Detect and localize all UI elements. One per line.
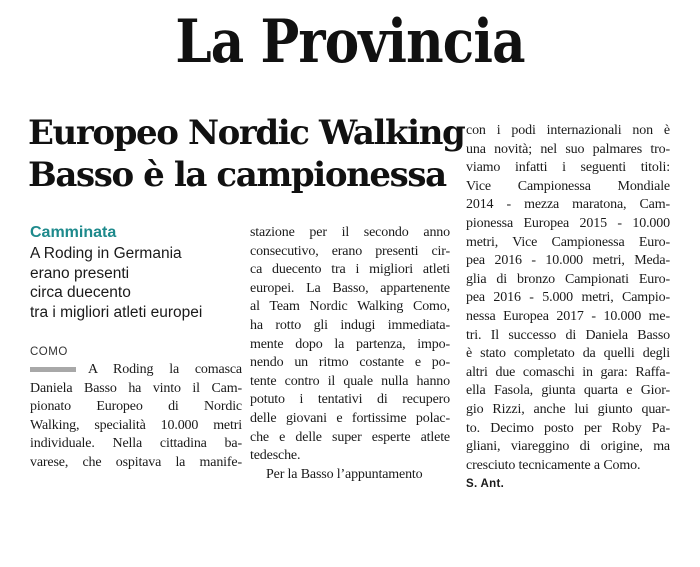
text-line: tente contro il quale nulla hanno — [250, 373, 450, 389]
summary-line: tra i migliori atleti europei — [30, 303, 203, 321]
text-line: Per la Basso l’appuntamento — [266, 466, 423, 482]
text-line: pionato Europeo di Nordic — [30, 399, 242, 415]
article-column-1 — [30, 361, 242, 473]
text-line: glia di bronzo Campionati Euro- — [466, 271, 670, 287]
text-line: 2014 - mezza maratona, Cam- — [466, 197, 670, 213]
text-line: pea 2016 - 5.000 metri, Campio- — [466, 290, 670, 306]
text-line: una novità; nel suo palmares tro- — [466, 141, 670, 157]
text-line: è stato completato da quelli degli — [466, 346, 670, 362]
text-line: tri. Il successo di Daniela Basso — [466, 327, 670, 343]
masthead: La Provincia — [175, 7, 525, 77]
text-line: varese, che ospitava la manife- — [30, 454, 242, 470]
text-line: nendo un ritmo costante e po- — [250, 355, 450, 371]
text-line: con i podi internazionali non è — [466, 123, 670, 138]
text-line: cresciuto tecnicamente a Como. — [466, 457, 641, 473]
text-line: Daniela Basso ha vinto il Cam- — [30, 380, 242, 396]
text-line: to. Decimo posto per Roby Pa- — [466, 420, 670, 436]
text-line: consecutivo, erano presenti cir- — [250, 243, 450, 259]
text-line: gliani, viareggino di origine, ma — [466, 439, 670, 455]
kicker: Camminata — [30, 224, 117, 241]
summary-line: A Roding in Germania — [30, 245, 182, 262]
text-line: europei. La Basso, appartenente — [250, 280, 450, 296]
text-line: viamo infatti i seguenti titoli: — [466, 160, 670, 176]
summary — [30, 244, 240, 322]
text-line: pea 2016 - 10.000 metri, Meda- — [466, 253, 670, 269]
text-line: ca duecento tra i migliori atleti — [250, 262, 450, 278]
text-line: A Roding la comasca — [88, 362, 242, 377]
text-line: metri, Vice Campionessa Euro- — [466, 234, 670, 250]
summary-line: erano presenti — [30, 264, 130, 282]
text-line: Walking, specialità 10.000 metri — [30, 417, 242, 433]
text-line: gio Rizzi, anche lui giunto quar- — [466, 401, 670, 417]
headline — [28, 112, 465, 196]
headline-line-2: Basso è la campionessa — [28, 155, 446, 195]
article-column-2 — [250, 224, 450, 484]
text-line: mente dopo la partenza, impo- — [250, 336, 450, 352]
author-signature: S. Ant. — [466, 478, 505, 491]
text-line: pionessa Europea 2015 - 10.000 — [466, 215, 670, 231]
dateline: COMO — [30, 346, 68, 358]
text-line: al Team Nordic Walking Como, — [250, 299, 450, 315]
headline-line-1: Europeo Nordic Walking — [28, 113, 465, 153]
text-line: individuale. Nella cittadina ba- — [30, 436, 242, 452]
text-line: ha rotto gli indugi immediata- — [250, 317, 450, 333]
text-line: altri due comaschi in gara: Raffa- — [466, 364, 670, 380]
text-line: Vice Campionessa Mondiale — [466, 178, 670, 194]
text-line: delle giovani e fortissime polac- — [250, 410, 450, 426]
text-line: tedesche. — [250, 448, 301, 464]
text-line: che e delle super esperte atlete — [250, 429, 450, 445]
article-column-3 — [466, 122, 670, 494]
text-line: stazione per il secondo anno — [250, 225, 450, 240]
text-line: ella Fasola, giunta quarta e Gior- — [466, 383, 670, 399]
text-line: potuto i tentativi di recupero — [250, 392, 450, 408]
summary-line: circa duecento — [30, 284, 131, 301]
text-line: nessa Europea 2017 - 10.000 me- — [466, 308, 670, 324]
